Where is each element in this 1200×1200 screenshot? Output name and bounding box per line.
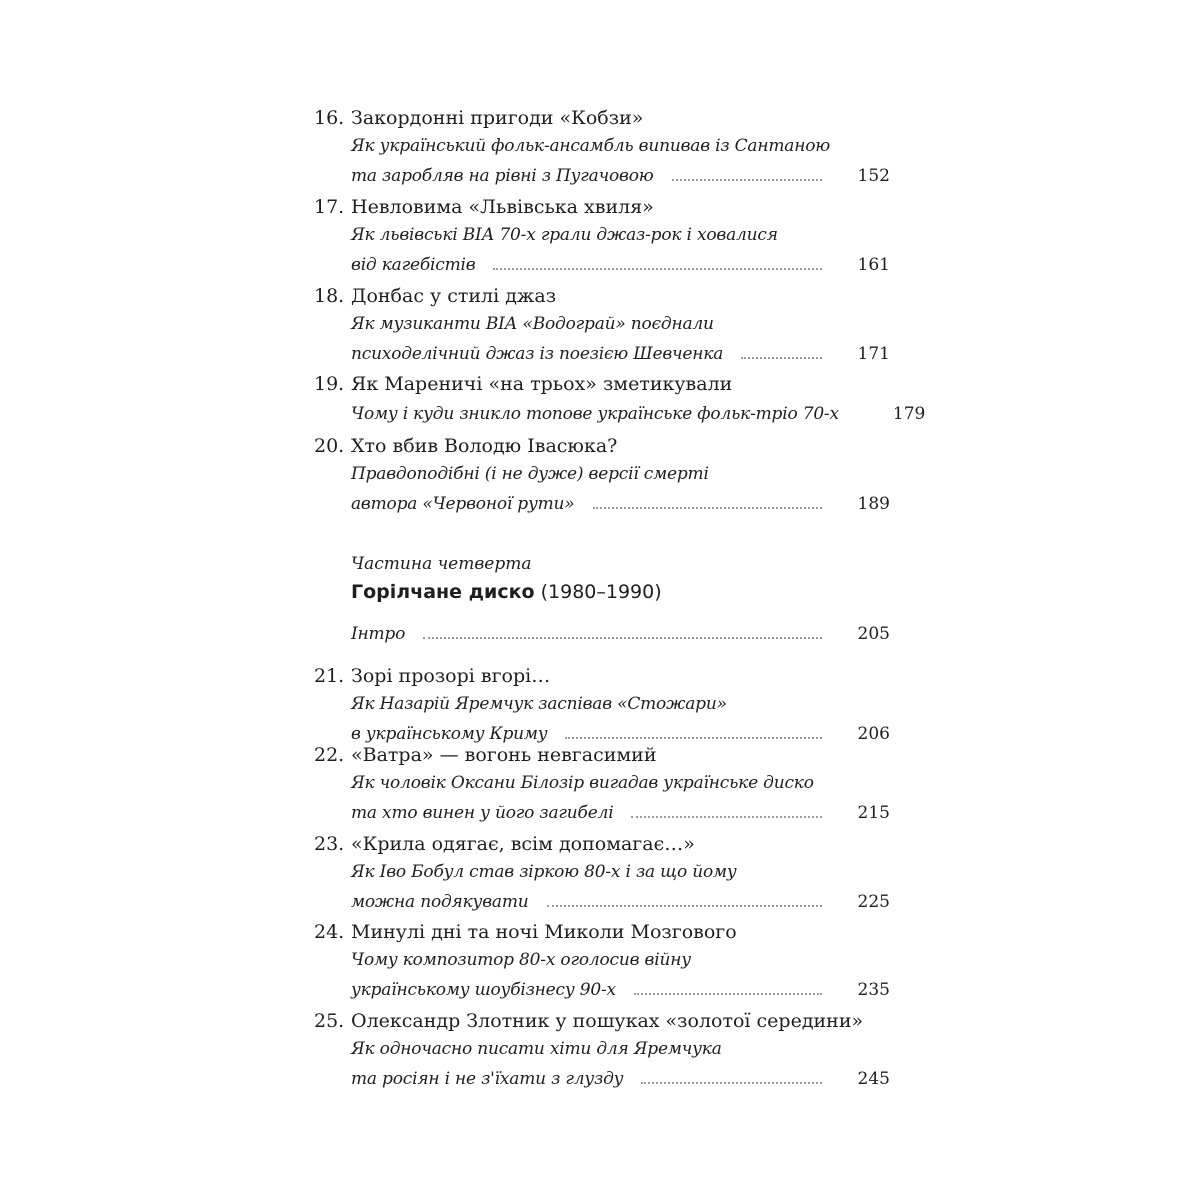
entry-page-number: 179 [892, 404, 926, 424]
entry-leader-line [351, 488, 890, 516]
entry-page-number: 189 [857, 494, 890, 514]
entry-subtitle-line-1: Як чоловік Оксани Білозір вигадав українське диско [351, 773, 814, 793]
entry-subtitle-line-2: та росіян і не з'їхати з глузду [351, 1069, 624, 1089]
entry-number: 17. [314, 196, 345, 218]
entry-title: Закордонні пригоди «Кобзи» [351, 107, 644, 129]
entry-subtitle-line-1: Як український фольк-ансамбль випивав із Сантаною [351, 136, 831, 156]
entry-page-number: 161 [857, 255, 890, 275]
entry-number: 18. [314, 285, 345, 307]
entry-number: 19. [314, 373, 345, 395]
entry-subtitle-line-1: Як львівські ВІА 70-х грали джаз-рок і ховалися [351, 225, 778, 245]
entry-leader-line [351, 974, 890, 1002]
entry-subtitle-line-1: Чому і куди зникло топове українське фольк-тріо 70-х [351, 404, 839, 424]
entry-number: 21. [314, 665, 345, 687]
entry-leader-line [351, 618, 890, 646]
entry-page-number: 205 [857, 624, 890, 644]
entry-leader-line [351, 1063, 890, 1091]
entry-subtitle-line-1: Як Іво Бобул став зіркою 80-х і за що йому [351, 862, 737, 882]
entry-title: «Ватра» — вогонь невгасимий [351, 744, 657, 766]
entry-leader-line [351, 338, 890, 366]
entry-title: Минулі дні та ночі Миколи Мозгового [351, 921, 737, 943]
dot-leader [672, 160, 822, 181]
entry-subtitle-line-1: Як одночасно писати хіти для Яремчука [351, 1039, 722, 1059]
entry-subtitle-line-2: психоделічний джаз із поезією Шевченка [351, 344, 724, 364]
entry-leader-line [351, 160, 890, 188]
entry-number: 16. [314, 107, 345, 129]
entry-number: 24. [314, 921, 345, 943]
entry-subtitle-line-2: та хто винен у його загибелі [351, 803, 614, 823]
dot-leader [493, 249, 821, 270]
entry-title: Невловима «Львівська хвиля» [351, 196, 654, 218]
entry-page-number: 215 [857, 803, 890, 823]
dot-leader [593, 488, 822, 509]
entry-page-number: 225 [857, 892, 890, 912]
entry-subtitle-line-1: Як музиканти ВІА «Водограй» поєднали [351, 314, 714, 334]
dot-leader [631, 797, 821, 818]
entry-page-number: 245 [857, 1069, 890, 1089]
entry-page-number: 235 [857, 980, 890, 1000]
entry-subtitle-line-2: можна подякувати [351, 892, 529, 912]
entry-leader-line [351, 249, 890, 277]
entry-title: Олександр Злотник у пошуках «золотої середини» [351, 1010, 864, 1032]
entry-number: 25. [314, 1010, 345, 1032]
part-label: Частина четверта [351, 554, 532, 574]
entry-title: «Крила одягає, всім допомагає…» [351, 833, 695, 855]
entry-number: 20. [314, 435, 345, 457]
part-title [351, 578, 662, 606]
dot-leader [741, 338, 821, 359]
dot-leader [634, 974, 822, 995]
part-title-years: (1980–1990) [540, 581, 662, 603]
entry-subtitle-line-1: Як Назарій Яремчук заспівав «Стожари» [351, 694, 727, 714]
entry-subtitle-line-2: від кагебістів [351, 255, 476, 275]
dot-leader [423, 618, 821, 639]
intro-label: Інтро [351, 624, 406, 644]
entry-subtitle-line-2: та заробляв на рівні з Пугачовою [351, 166, 654, 186]
entry-leader-line [351, 797, 890, 825]
dot-leader [547, 886, 822, 907]
entry-title: Як Мареничі «на трьох» зметикували [351, 373, 733, 395]
entry-title: Зорі прозорі вгорі… [351, 665, 551, 687]
dot-leader [565, 718, 821, 739]
entry-subtitle-line-2: українському шоубізнесу 90-х [351, 980, 616, 1000]
entry-title: Хто вбив Володю Івасюка? [351, 435, 618, 457]
entry-page-number: 171 [857, 344, 890, 364]
entry-subtitle-line-2: автора «Червоної рути» [351, 494, 575, 514]
entry-number: 23. [314, 833, 345, 855]
entry-subtitle-line-2: в українському Криму [351, 724, 548, 744]
entry-page-number: 206 [857, 724, 890, 744]
dot-leader [641, 1063, 821, 1084]
entry-leader-line [351, 886, 890, 914]
entry-subtitle-line-1: Правдоподібні (і не дуже) версії смерті [351, 464, 709, 484]
entry-subtitle-line-1: Чому композитор 80-х оголосив війну [351, 950, 691, 970]
entry-page-number: 152 [857, 166, 890, 186]
entry-title: Донбас у стилі джаз [351, 285, 557, 307]
entry-leader-line [351, 398, 926, 426]
entry-number: 22. [314, 744, 345, 766]
part-title-name: Горілчане диско [351, 581, 535, 603]
